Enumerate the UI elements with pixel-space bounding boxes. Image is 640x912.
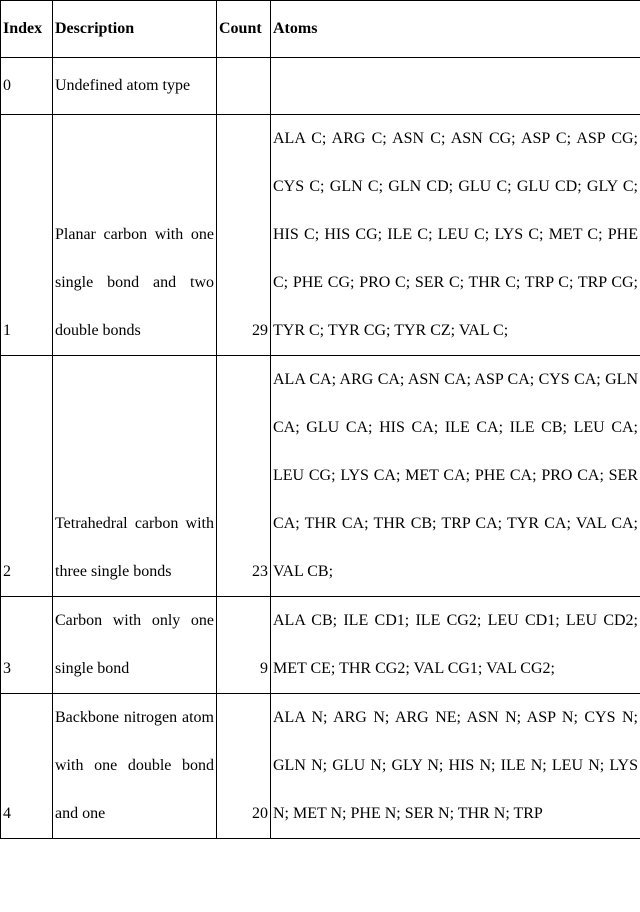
row-count [217,58,271,115]
row-atoms [271,58,640,115]
row-count: 20 [217,694,271,839]
header-row [1,1,640,58]
table-row [1,115,640,356]
table-row [1,356,640,597]
row-atoms: ALA CB; ILE CD1; ILE CG2; LEU CD1; LEU CD2; MET CE; THR CG2; VAL CG1; VAL CG2; [271,597,640,694]
row-index: 4 [1,694,53,839]
row-description: Undefined atom type [53,58,217,115]
header-index: Index [1,1,53,58]
row-description: Tetrahedral carbon with three single bonds [53,356,217,597]
row-description: Carbon with only one single bond [53,597,217,694]
row-count: 23 [217,356,271,597]
header-description: Description [53,1,217,58]
header-count: Count [217,1,271,58]
row-atoms: ALA N; ARG N; ARG NE; ASN N; ASP N; CYS N; GLN N; GLU N; GLY N; HIS N; ILE N; LEU N; LYS N; MET N; PHE N; SER N; THR N; TRP [271,694,640,839]
row-index: 2 [1,356,53,597]
row-atoms: ALA C; ARG C; ASN C; ASN CG; ASP C; ASP CG; CYS C; GLN C; GLN CD; GLU C; GLU CD; GLY C; HIS C; HIS CG; ILE C; LEU C; LYS C; MET C; PHE C; PHE CG; PRO C; SER C; THR C; TRP C; TRP CG; TYR C; TYR CG; TYR CZ; VAL C; [271,115,640,356]
row-index: 3 [1,597,53,694]
row-atoms: ALA CA; ARG CA; ASN CA; ASP CA; CYS CA; GLN CA; GLU CA; HIS CA; ILE CA; ILE CB; LEU CA; LEU CG; LYS CA; MET CA; PHE CA; PRO CA; SER CA; THR CA; THR CB; TRP CA; TYR CA; VAL CA; VAL CB; [271,356,640,597]
row-count: 29 [217,115,271,356]
row-index: 0 [1,58,53,115]
table-row [1,597,640,694]
row-description: Planar carbon with one single bond and two double bonds [53,115,217,356]
row-description: Backbone nitrogen atom with one double bond and one [53,694,217,839]
header-atoms: Atoms [271,1,640,58]
table-row [1,58,640,115]
table-row [1,694,640,839]
row-index: 1 [1,115,53,356]
row-count: 9 [217,597,271,694]
